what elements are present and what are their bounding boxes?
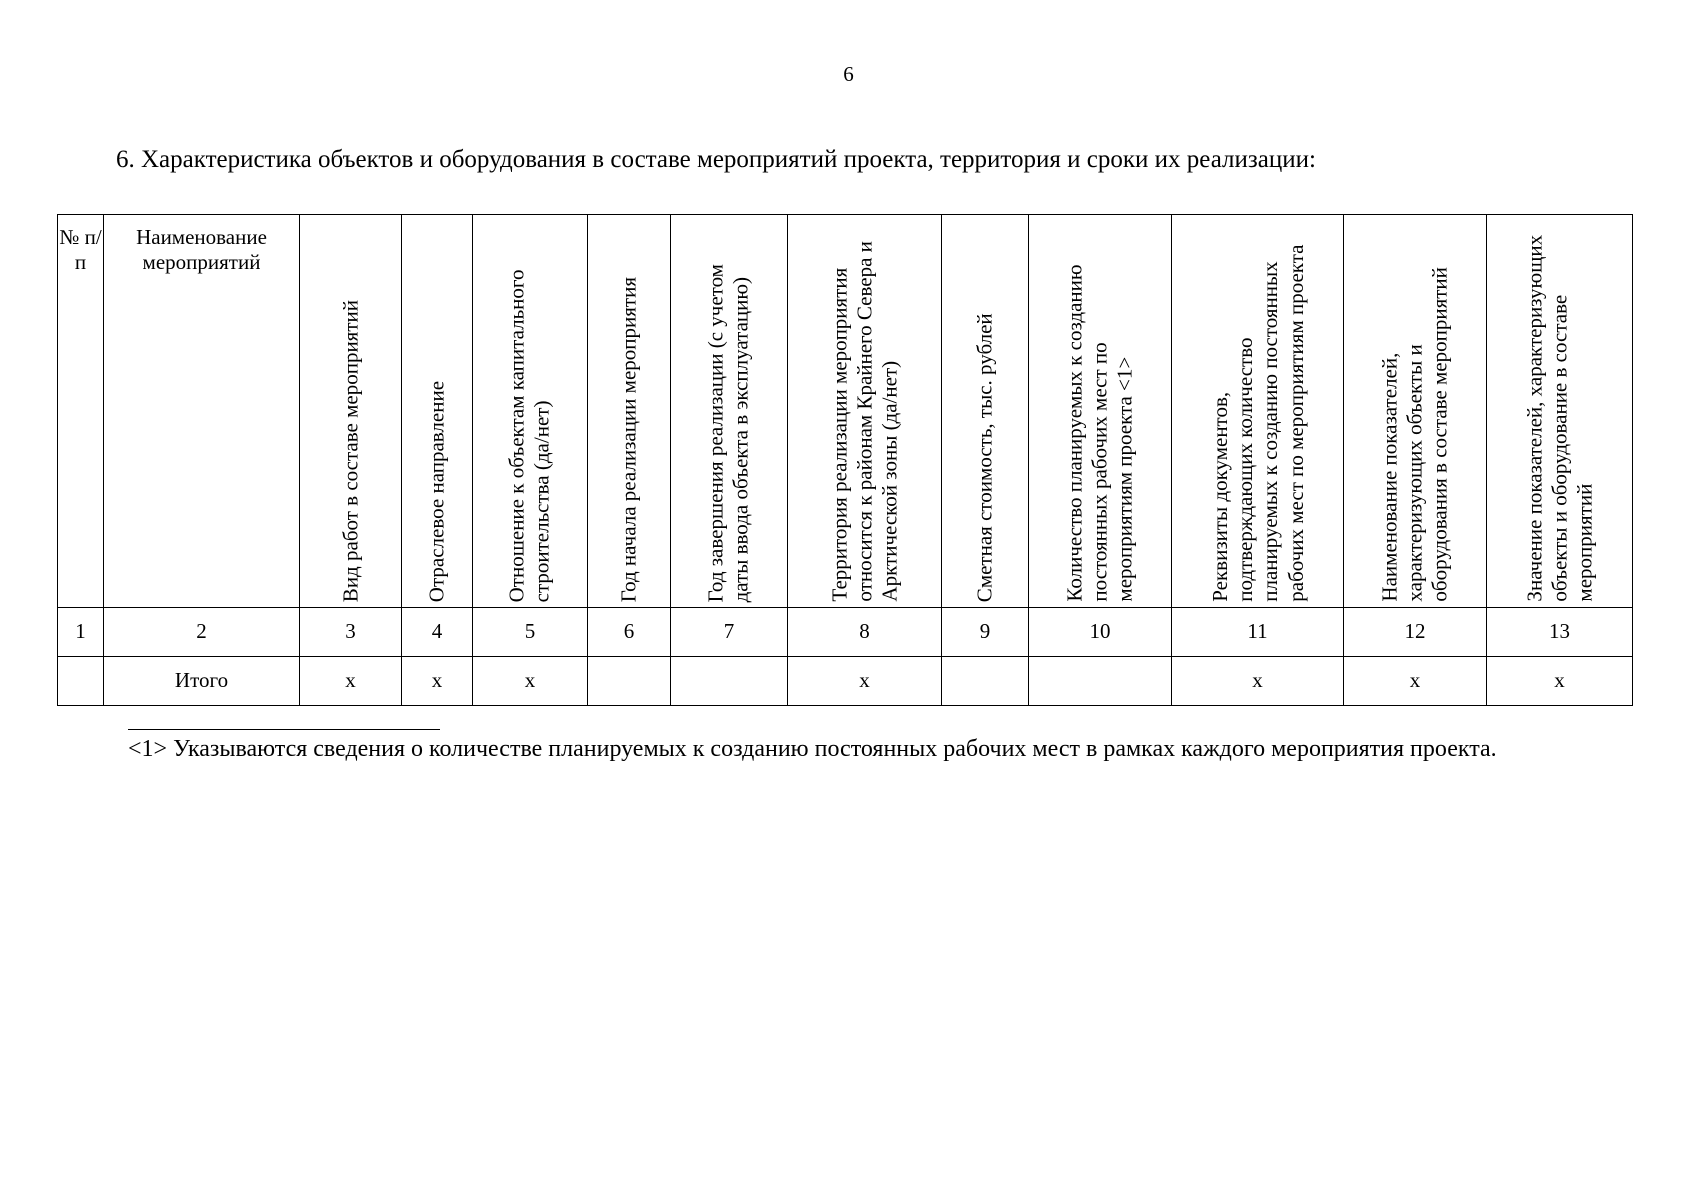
header-cell-indicator-values [1487, 215, 1633, 608]
column-number-cell: 12 [1344, 608, 1487, 657]
total-cell [588, 657, 671, 706]
column-number-cell: 8 [788, 608, 942, 657]
header-cell-indicator-names [1344, 215, 1487, 608]
total-cell: х [788, 657, 942, 706]
header-label-indicator-names: Наименование показателей, характеризующих объекты и оборудования в составе мероприятий [1377, 267, 1452, 602]
header-label-documents: Реквизиты документов, подтверждающих количество планируемых к созданию постоянных рабочих мест по мероприятиям проекта [1207, 244, 1307, 602]
column-number-cell: 7 [671, 608, 788, 657]
column-number-cell: 1 [58, 608, 104, 657]
header-cell-documents [1172, 215, 1344, 608]
header-label-capital-construction: Отношение к объектам капитального строительства (да/нет) [504, 269, 554, 602]
header-cell-estimated-cost [942, 215, 1029, 608]
column-number-row [58, 608, 1633, 657]
header-cell-event-name: Наименование мероприятий [104, 215, 300, 608]
total-cell: х [402, 657, 473, 706]
header-cell-work-type [300, 215, 402, 608]
total-row [58, 657, 1633, 706]
header-label-end-year: Год завершения реализации (с учетом даты ввода объекта в эксплуатацию) [703, 263, 753, 602]
total-cell [671, 657, 788, 706]
total-cell [58, 657, 104, 706]
total-cell [942, 657, 1029, 706]
header-cell-territory [788, 215, 942, 608]
total-cell [1029, 657, 1172, 706]
footnote: <1> Указываются сведения о количестве планируемых к созданию постоянных рабочих мест в рамках каждого мероприятия проекта. [128, 736, 1497, 762]
total-cell: х [1172, 657, 1344, 706]
header-label-indicator-values: Значение показателей, характеризующих объекты и оборудование в составе мероприятий [1521, 235, 1597, 602]
total-label-cell: Итого [104, 657, 300, 706]
page-number: 6 [843, 62, 854, 86]
total-cell: х [1487, 657, 1633, 706]
header-label-territory: Территория реализации мероприятия относится к районам Крайнего Севера и Арктической зоны (да/нет) [826, 241, 902, 602]
column-number-cell: 6 [588, 608, 671, 657]
column-number-cell: 4 [402, 608, 473, 657]
header-cell-capital-construction [473, 215, 588, 608]
column-number-cell: 9 [942, 608, 1029, 657]
header-cell-number: № п/п [58, 215, 104, 608]
section-title: 6. Характеристика объектов и оборудования в составе мероприятий проекта, территория и сроки их реализации: [116, 146, 1316, 173]
header-label-start-year: Год начала реализации мероприятия [616, 276, 641, 602]
column-number-cell: 13 [1487, 608, 1633, 657]
column-number-cell: 10 [1029, 608, 1172, 657]
column-number-cell: 2 [104, 608, 300, 657]
header-label-work-type: Вид работ в составе мероприятий [337, 299, 362, 602]
header-label-estimated-cost: Сметная стоимость, тыс. рублей [972, 313, 997, 602]
total-cell: х [473, 657, 588, 706]
header-cell-jobs-count [1029, 215, 1172, 608]
header-cell-end-year [671, 215, 788, 608]
events-table [57, 214, 1633, 706]
column-number-cell: 3 [300, 608, 402, 657]
header-cell-start-year [588, 215, 671, 608]
header-label-jobs-count: Количество планируемых к созданию постоянных рабочих мест по мероприятиям проекта <1> [1062, 264, 1137, 602]
column-number-cell: 5 [473, 608, 588, 657]
column-number-cell: 11 [1172, 608, 1344, 657]
footnote-separator [128, 729, 440, 730]
table-header-row [58, 215, 1633, 608]
total-cell: х [300, 657, 402, 706]
total-cell: х [1344, 657, 1487, 706]
header-label-industry: Отраслевое направление [424, 380, 449, 602]
header-cell-industry [402, 215, 473, 608]
